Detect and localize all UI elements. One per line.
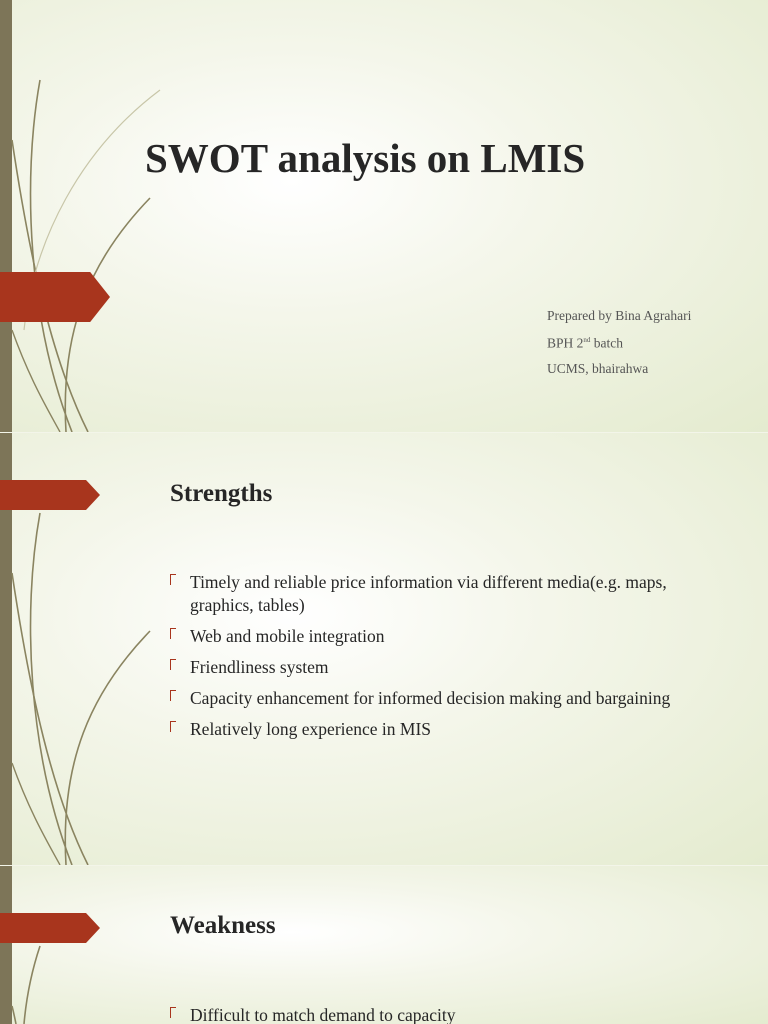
list-item: Web and mobile integration: [170, 625, 730, 648]
slide-title: SWOT analysis on LMIS: [145, 135, 586, 181]
accent-tab: [0, 913, 100, 943]
accent-tab: [0, 480, 100, 510]
bullet-icon: [170, 659, 176, 670]
list-item: Timely and reliable price information via different media(e.g. maps, graphics, tables): [170, 571, 730, 617]
section-heading: Weakness: [170, 912, 276, 939]
bullet-icon: [170, 628, 176, 639]
bullet-icon: [170, 1007, 176, 1018]
list-item: Difficult to match demand to capacity: [170, 1004, 730, 1024]
decorative-curves: [0, 0, 200, 432]
accent-tab: [0, 272, 110, 322]
bullet-icon: [170, 721, 176, 732]
strengths-slide: [0, 433, 768, 865]
weakness-list: [170, 1004, 730, 1024]
decorative-curves: [0, 866, 200, 1024]
bullet-icon: [170, 574, 176, 585]
title-slide: [0, 0, 768, 432]
batch-text: BPH 2nd batch: [547, 335, 624, 351]
section-heading: Strengths: [170, 480, 273, 507]
weakness-slide: [0, 866, 768, 1024]
list-item: Capacity enhancement for informed decision making and bargaining: [170, 687, 730, 710]
list-item: Relatively long experience in MIS: [170, 718, 730, 741]
list-item: Friendliness system: [170, 656, 730, 679]
bullet-icon: [170, 690, 176, 701]
college-text: UCMS, bhairahwa: [547, 360, 649, 376]
credits-block: [547, 303, 691, 381]
strengths-list: [170, 571, 730, 749]
prepared-by-text: Prepared by Bina Agrahari: [547, 308, 692, 323]
